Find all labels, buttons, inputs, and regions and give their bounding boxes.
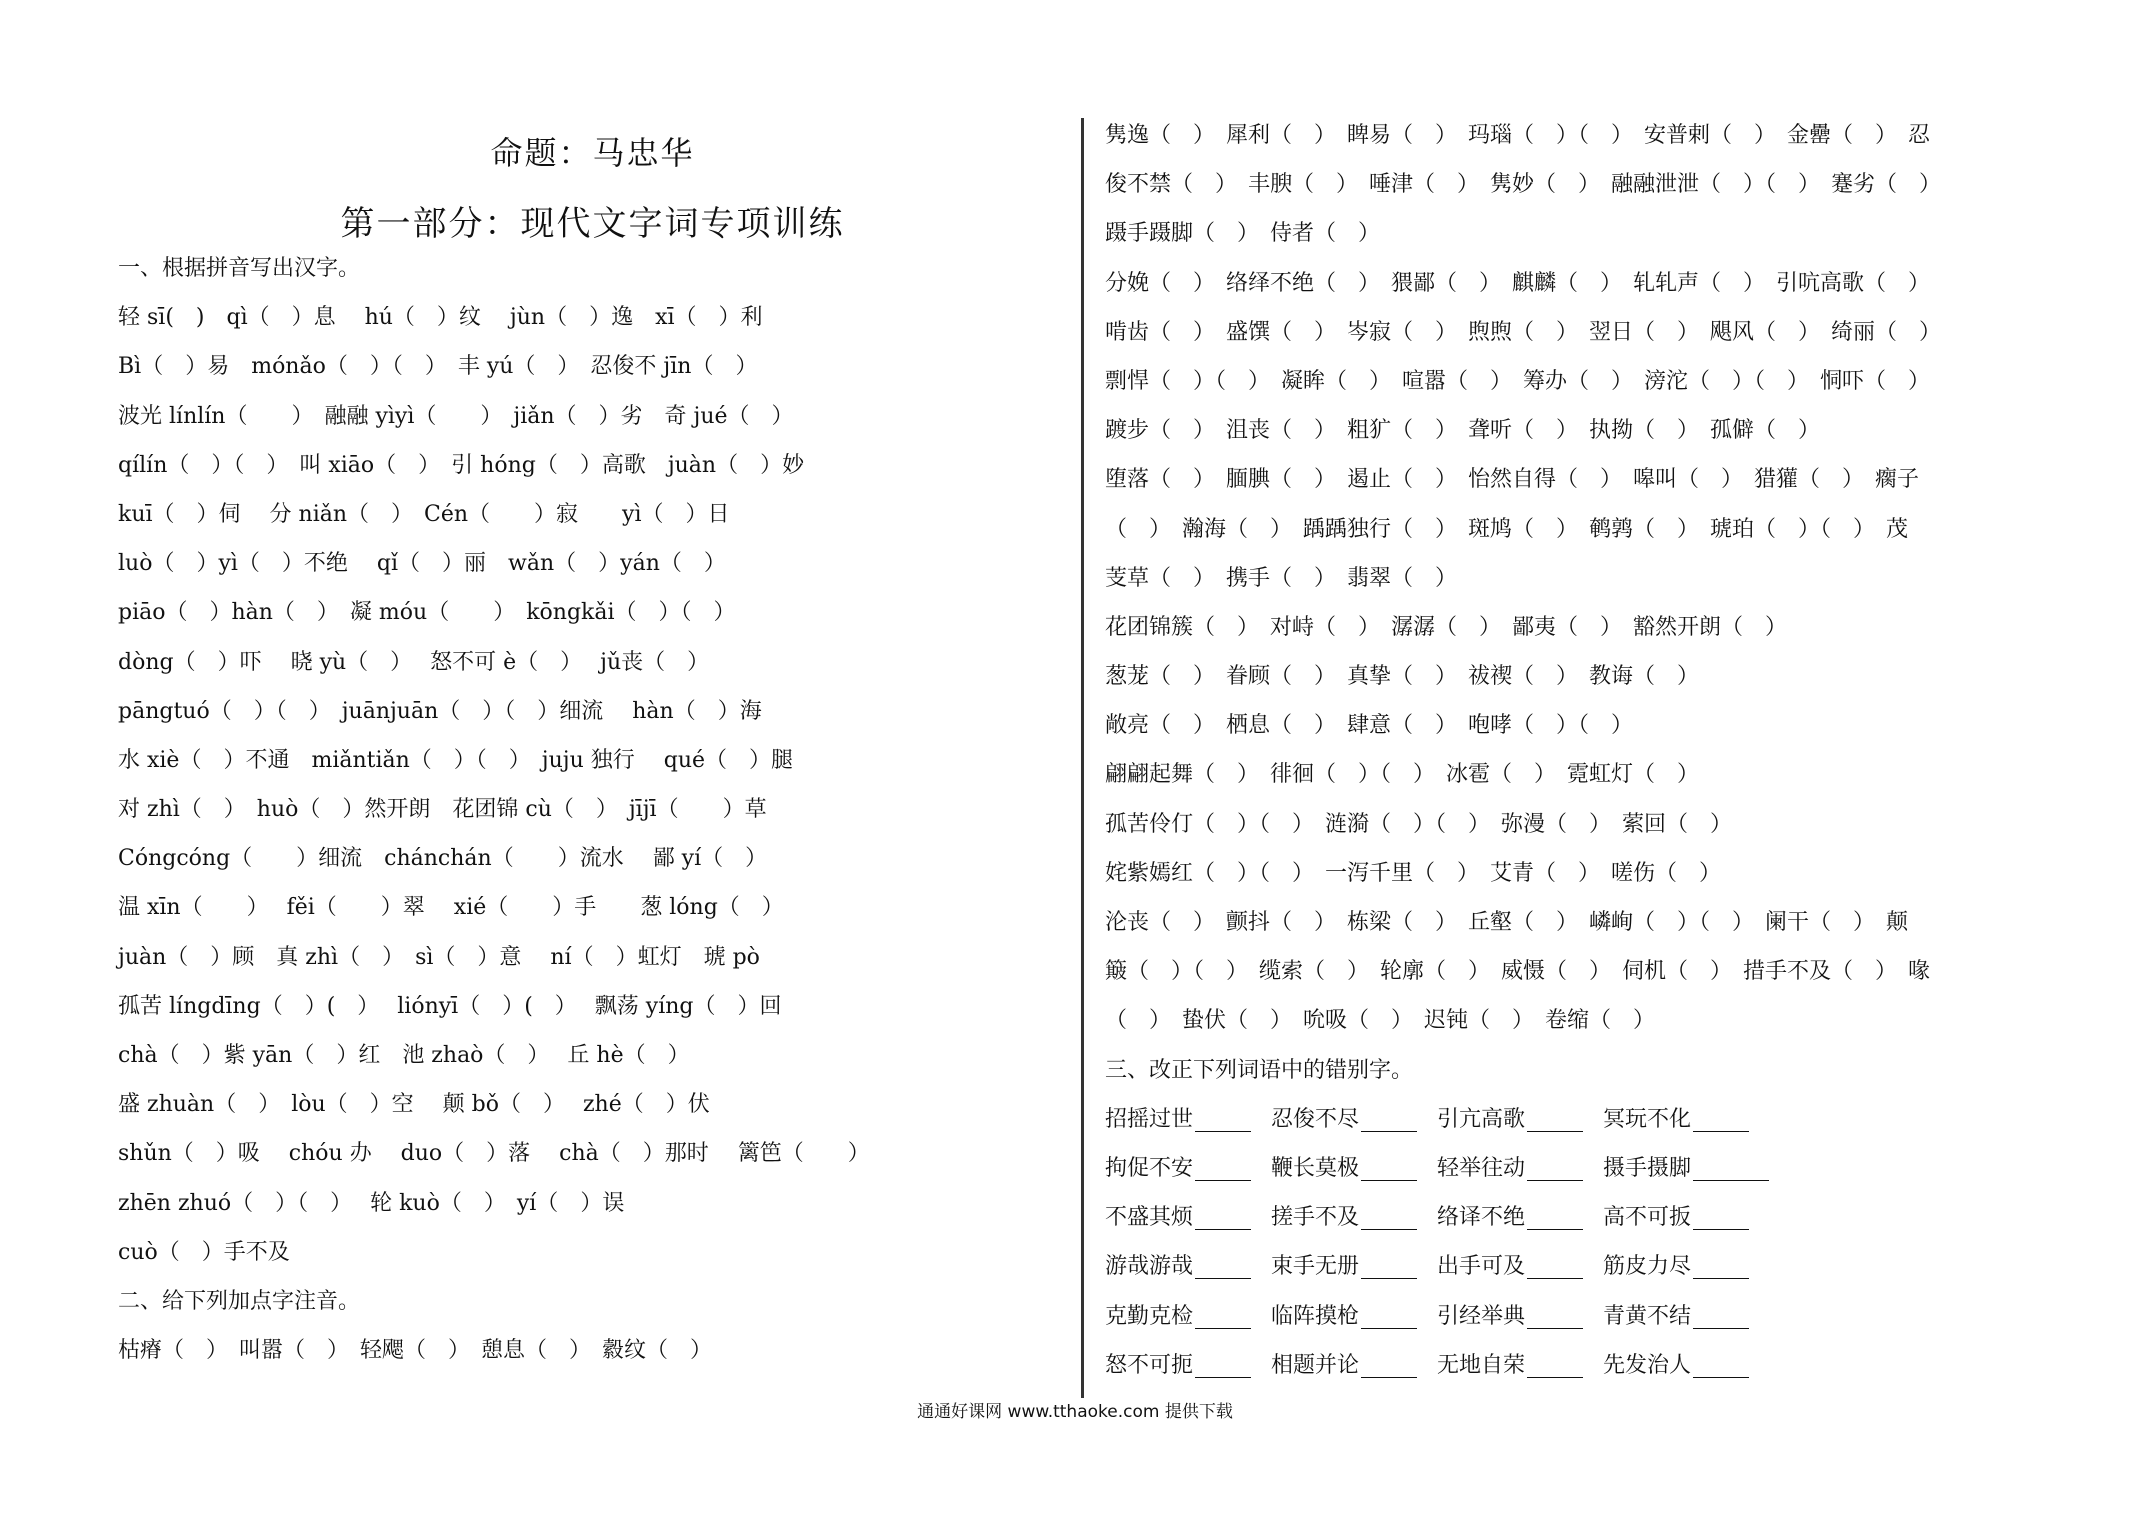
phonetic-row: （ ） 瀚海（ ） 踽踽独行（ ） 斑鸠（ ） 鹌鹑（ ） 琥珀（ ）（ ） 茂: [1105, 516, 1909, 542]
correction-word: 相题并论: [1271, 1352, 1360, 1378]
answer-blank[interactable]: [1527, 1254, 1583, 1279]
left-column: [118, 244, 1078, 1375]
answer-blank[interactable]: [1361, 1205, 1417, 1230]
correction-word: 先发治人: [1603, 1352, 1692, 1378]
answer-blank[interactable]: [1195, 1304, 1251, 1329]
pinyin-row: 水 xiè（ ）不通 miǎntiǎn（ ）（ ） juju 独行 qué（ ）腿: [118, 747, 794, 773]
pinyin-row: juàn（ ）顾 真 zhì（ ） sì（ ）意 ní（ ）虹灯 琥 pò: [118, 944, 760, 970]
pinyin-row: 孤苦 língdīng（ ）( ） liónyī（ ）( ） 飘荡 yíng（ ）回: [118, 993, 782, 1019]
correction-row: [1105, 1242, 2055, 1291]
page-title: 命题：马忠华: [490, 134, 695, 172]
answer-blank[interactable]: [1361, 1353, 1417, 1378]
pinyin-row: 温 xīn（ ） fěi（ ）翠 xié（ ）手 葱 lóng（ ）: [118, 895, 784, 921]
section-title: 第一部分：现代文字词专项训练: [340, 204, 845, 244]
answer-blank[interactable]: [1693, 1353, 1749, 1378]
phonetic-row: 姹紫嫣红（ ）（ ） 一泻千里（ ） 艾青（ ） 嗟伤（ ）: [1105, 860, 1722, 886]
correction-item: [1105, 1242, 1271, 1291]
phonetic-row: 芰草（ ） 携手（ ） 翡翠（ ）: [1105, 565, 1458, 591]
pinyin-row: cuò（ ）手不及: [118, 1239, 290, 1265]
answer-blank[interactable]: [1527, 1205, 1583, 1230]
pinyin-row: dòng（ ）吓 晓 yù（ ） 怒不可 è（ ） jǔ丧（ ）: [118, 649, 710, 675]
correction-row: [1105, 1292, 2055, 1341]
correction-row: [1105, 1341, 2055, 1390]
correction-item: [1603, 1144, 1769, 1193]
answer-blank[interactable]: [1527, 1304, 1583, 1329]
phonetic-row: 枯瘠（ ） 叫嚣（ ） 轻飔（ ） 憩息（ ） 縠纹（ ）: [118, 1338, 713, 1364]
correction-word: 络译不绝: [1437, 1205, 1526, 1231]
correction-word: 克勤克检: [1105, 1303, 1194, 1329]
correction-item: [1603, 1292, 1769, 1341]
correction-item: [1105, 1095, 1271, 1144]
answer-blank[interactable]: [1527, 1107, 1583, 1132]
answer-blank[interactable]: [1195, 1156, 1251, 1181]
correction-word: 游哉游哉: [1105, 1254, 1194, 1280]
correction-item: [1105, 1144, 1271, 1193]
pinyin-row: Cóngcóng（ ）细流 chánchán（ ）流水 鄙 yí（ ）: [118, 846, 768, 872]
phonetic-row: 踱步（ ） 沮丧（ ） 粗犷（ ） 聋听（ ） 执拗（ ） 孤僻（ ）: [1105, 418, 1821, 444]
phonetic-row: 蹑手蹑脚（ ） 侍者（ ）: [1105, 221, 1381, 247]
correction-item: [1437, 1095, 1603, 1144]
phonetic-row: 堕落（ ） 腼腆（ ） 遏止（ ） 怡然自得（ ） 嗥叫（ ） 猎獾（ ） 瘸子: [1105, 467, 1920, 493]
phonetic-row: （ ） 蛰伏（ ） 吮吸（ ） 迟钝（ ） 卷缩（ ）: [1105, 1008, 1656, 1034]
correction-item: [1105, 1193, 1271, 1242]
phonetic-row: 花团锦簇（ ） 对峙（ ） 潺潺（ ） 鄙夷（ ） 豁然开朗（ ）: [1105, 614, 1788, 640]
answer-blank[interactable]: [1195, 1353, 1251, 1378]
correction-row: [1105, 1095, 2055, 1144]
answer-blank[interactable]: [1195, 1254, 1251, 1279]
correction-item: [1105, 1292, 1271, 1341]
correction-word: 无地自荣: [1437, 1352, 1526, 1378]
pinyin-row: shǔn（ ）吸 chóu 办 duo（ ）落 chà（ ）那时 篱笆（ ）: [118, 1141, 870, 1167]
correction-word: 临阵摸枪: [1271, 1303, 1360, 1329]
phonetic-row: 孤苦伶仃（ ）（ ） 涟漪（ ）（ ） 弥漫（ ） 萦回（ ）: [1105, 811, 1733, 837]
correction-row: [1105, 1193, 2055, 1242]
pinyin-row: 盛 zhuàn（ ） lòu（ ）空 颠 bǒ（ ） zhé（ ）伏: [118, 1092, 710, 1118]
answer-blank[interactable]: [1693, 1304, 1749, 1329]
pinyin-row: qílín（ ）（ ） 叫 xiāo（ ） 引 hóng（ ）高歌 juàn（ ）妙: [118, 452, 805, 478]
correction-word: 青黄不结: [1603, 1303, 1692, 1329]
part1-heading: 一、根据拼音写出汉字。: [118, 256, 361, 281]
correction-item: [1437, 1292, 1603, 1341]
correction-item: [1437, 1144, 1603, 1193]
correction-item: [1271, 1095, 1437, 1144]
pinyin-row: piāo（ ）hàn（ ） 凝 móu（ ） kōngkǎi（ ）（ ）: [118, 600, 736, 626]
correction-item: [1603, 1242, 1769, 1291]
part3-heading: 三、改正下列词语中的错别字。: [1105, 1057, 1414, 1083]
pinyin-row: 波光 línlín（ ） 融融 yìyì（ ） jiǎn（ ）劣 奇 jué（ ）: [118, 403, 794, 429]
correction-item: [1271, 1144, 1437, 1193]
answer-blank[interactable]: [1693, 1254, 1749, 1279]
footer-credit: 通通好课网 www.tthaoke.com 提供下载: [917, 1402, 1233, 1422]
correction-word: 搓手不及: [1271, 1205, 1360, 1231]
pinyin-row: chà（ ）紫 yān（ ）红 池 zhaò（ ） 丘 hè（ ）: [118, 1043, 690, 1068]
phonetic-row: 俊不禁（ ） 丰腴（ ） 唾津（ ） 隽妙（ ） 融融泄泄（ ）（ ） 蹇劣（ ）: [1105, 172, 1942, 198]
pinyin-row: zhēn zhuó（ ）（ ） 轮 kuò（ ） yí（ ）误: [118, 1190, 625, 1216]
correction-word: 不盛其烦: [1105, 1205, 1194, 1231]
phonetic-row: 剽悍（ ）（ ） 凝眸（ ） 喧嚣（ ） 筹办（ ） 滂沱（ ）（ ） 恫吓（ ）: [1105, 368, 1931, 394]
correction-item: [1603, 1341, 1769, 1390]
correction-word: 冥玩不化: [1603, 1106, 1692, 1132]
answer-blank[interactable]: [1195, 1107, 1251, 1132]
phonetic-row: 翩翩起舞（ ） 徘徊（ ）（ ） 冰雹（ ） 霓虹灯（ ）: [1105, 762, 1700, 788]
phonetic-row: 隽逸（ ） 犀利（ ） 睥易（ ） 玛瑙（ ）（ ） 安普剌（ ） 金罍（ ） 忍: [1105, 123, 1931, 148]
correction-word: 高不可扳: [1603, 1205, 1692, 1231]
right-column: [1105, 111, 2055, 1390]
answer-blank[interactable]: [1361, 1156, 1417, 1181]
pinyin-row: 轻 sī( ) qì（ ）息 hú（ ）纹 jùn（ ）逸 xī（ ）利: [118, 305, 763, 331]
correction-item: [1271, 1193, 1437, 1242]
answer-blank[interactable]: [1195, 1205, 1251, 1230]
correction-item: [1437, 1242, 1603, 1291]
pinyin-row: luò（ ）yì（ ）不绝 qǐ（ ）丽 wǎn（ ）yán（ ）: [118, 551, 726, 577]
correction-word: 忍俊不尽: [1271, 1106, 1360, 1132]
correction-item: [1105, 1341, 1271, 1390]
phonetic-row: 葱茏（ ） 眷顾（ ） 真挚（ ） 祓禊（ ） 教诲（ ）: [1105, 664, 1700, 690]
phonetic-row: 啃齿（ ） 盛馔（ ） 岑寂（ ） 煦煦（ ） 翌日（ ） 飓风（ ） 绮丽（ ）: [1105, 319, 1942, 345]
correction-word: 束手无册: [1271, 1254, 1360, 1280]
phonetic-row: 簸（ ）（ ） 缆索（ ） 轮廓（ ） 威慑（ ） 伺机（ ） 措手不及（ ） 喙: [1105, 959, 1931, 985]
answer-blank[interactable]: [1693, 1107, 1749, 1132]
correction-word: 出手可及: [1437, 1254, 1526, 1280]
correction-word: 引亢高歌: [1437, 1106, 1526, 1132]
answer-blank[interactable]: [1693, 1156, 1769, 1181]
correction-word: 引经举典: [1437, 1303, 1526, 1329]
pinyin-row: 对 zhì（ ） huò（ ）然开朗 花团锦 cù（ ） jījī（ ）草: [118, 797, 767, 823]
phonetic-row: 敞亮（ ） 栖息（ ） 肆意（ ） 咆哮（ ）（ ）: [1105, 713, 1634, 739]
phonetic-row: 沦丧（ ） 颤抖（ ） 栋梁（ ） 丘壑（ ） 嶙峋（ ）（ ） 阑干（ ） 颠: [1105, 910, 1909, 935]
correction-item: [1271, 1292, 1437, 1341]
pinyin-row: Bì（ ）易 mónǎo（ ）（ ） 丰 yú（ ） 忍俊不 jīn（ ）: [118, 354, 758, 380]
answer-blank[interactable]: [1361, 1107, 1417, 1132]
correction-row: [1105, 1144, 2055, 1193]
correction-item: [1437, 1341, 1603, 1390]
correction-word: 怒不可扼: [1105, 1352, 1194, 1378]
answer-blank[interactable]: [1527, 1353, 1583, 1378]
answer-blank[interactable]: [1693, 1205, 1749, 1230]
pinyin-row: pāngtuó（ ）（ ） juānjuān（ ）（ ）细流 hàn（ ）海: [118, 698, 762, 724]
correction-item: [1603, 1193, 1769, 1242]
answer-blank[interactable]: [1361, 1304, 1417, 1329]
answer-blank[interactable]: [1361, 1254, 1417, 1279]
answer-blank[interactable]: [1527, 1156, 1583, 1181]
correction-item: [1271, 1242, 1437, 1291]
correction-word: 鞭长莫极: [1271, 1155, 1360, 1181]
part2-heading: 二、给下列加点字注音。: [118, 1288, 361, 1314]
correction-item: [1271, 1341, 1437, 1390]
column-divider: [1081, 118, 1084, 1398]
pinyin-row: kuī（ ）伺 分 niǎn（ ） Cén（ ）寂 yì（ ）日: [118, 501, 730, 527]
correction-item: [1603, 1095, 1769, 1144]
phonetic-row: 分娩（ ） 络绎不绝（ ） 猥鄙（ ） 麒麟（ ） 轧轧声（ ） 引吭高歌（ ）: [1105, 270, 1931, 296]
correction-word: 招摇过世: [1105, 1106, 1194, 1132]
correction-word: 拘促不安: [1105, 1155, 1194, 1181]
correction-word: 筋皮力尽: [1603, 1254, 1692, 1280]
correction-word: 轻举往动: [1437, 1155, 1526, 1181]
correction-item: [1437, 1193, 1603, 1242]
correction-word: 摄手摄脚: [1603, 1155, 1692, 1181]
